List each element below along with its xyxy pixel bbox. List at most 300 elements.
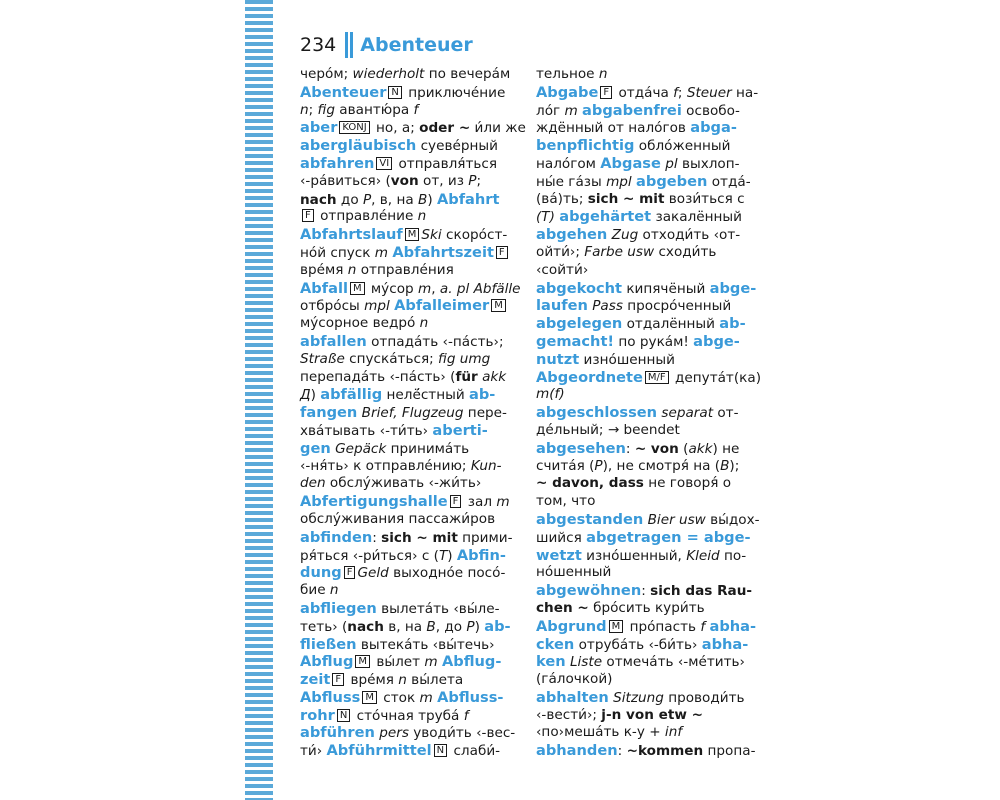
dictionary-line — [300, 297, 516, 315]
grammar-label: M — [405, 228, 420, 241]
entry-text: не говоря́ о — [643, 475, 732, 492]
italic-note: Straße — [300, 350, 345, 367]
italic-note: P — [362, 191, 372, 208]
italic-note: den — [300, 475, 326, 492]
headword: Abenteuer — [300, 83, 387, 101]
grammar-label: VI — [376, 157, 392, 170]
dictionary-line — [300, 511, 516, 529]
entry-text: му́сорное ведро́ — [300, 315, 420, 332]
dictionary-line — [536, 404, 752, 422]
entry-text: вы́лета — [406, 672, 464, 689]
entry-text: освобо- — [681, 102, 740, 119]
italic-note: Sitzung — [613, 689, 664, 706]
entry-text: отмеча́ть ‹-ме́тить› — [602, 654, 745, 671]
entry-text: ) — [474, 618, 485, 635]
headword: Abfin- — [456, 546, 506, 564]
italic-note: Steuer — [686, 84, 732, 101]
dictionary-line — [536, 475, 752, 493]
dictionary-line — [536, 102, 752, 120]
entry-text: но, а; — [371, 120, 420, 137]
italic-note: mpl — [606, 173, 632, 190]
italic-note: m — [496, 494, 510, 511]
grammar-label: M — [609, 620, 624, 633]
dictionary-line — [536, 671, 752, 689]
italic-note: f — [700, 618, 706, 635]
dictionary-line — [536, 137, 752, 155]
entry-text: ‹по›меша́ть к-у + — [536, 724, 665, 741]
grammar-label: N — [434, 744, 447, 757]
dictionary-line — [300, 636, 516, 654]
grammar-label: KONJ — [339, 121, 369, 134]
headword: fließen — [300, 635, 357, 653]
entry-text: ) — [447, 547, 457, 564]
dictionary-line — [536, 351, 752, 369]
header-divider — [345, 32, 348, 58]
italic-note: (T) — [536, 209, 560, 226]
dictionary-line — [300, 119, 526, 137]
headword: abgestanden — [536, 510, 644, 528]
headword: gen — [300, 439, 331, 457]
dictionary-line — [536, 529, 752, 547]
entry-text: спуска́ться; — [344, 350, 439, 367]
headword: abgeschlossen — [536, 404, 658, 422]
headword: Abfluss- — [437, 688, 504, 706]
italic-note: fig umg — [438, 350, 491, 367]
headword: abga- — [690, 119, 737, 137]
bold-phrase: nach — [300, 191, 337, 208]
dictionary-line — [536, 226, 752, 244]
entry-text: бие — [300, 582, 330, 599]
dictionary-line — [536, 440, 752, 458]
dictionary-line — [300, 386, 516, 404]
headword: Abfahrt — [436, 190, 500, 208]
dictionary-line — [300, 66, 516, 84]
dictionary-line — [536, 244, 752, 262]
dictionary-line — [536, 315, 752, 333]
entry-text: вылета́ть ‹вы́ле- — [376, 600, 500, 617]
headword: gemacht! — [536, 332, 615, 350]
italic-note: Kun- — [470, 457, 502, 474]
headword: nutzt — [536, 350, 580, 368]
right-column — [536, 66, 762, 760]
entry-text: просро́ченный — [622, 298, 732, 315]
italic-note: Geld — [357, 565, 389, 582]
headword: Abfertigungshalle — [300, 493, 448, 511]
entry-text: но́й спуск — [300, 244, 375, 261]
dictionary-line — [536, 66, 752, 84]
grammar-label: F — [496, 246, 508, 259]
headword: abfallen — [300, 332, 367, 350]
dictionary-line — [300, 191, 516, 209]
entry-text: : — [372, 529, 382, 546]
entry-text: ойти́›; — [536, 243, 585, 260]
bold-phrase: oder ~ — [419, 120, 471, 137]
entry-text: отда́- — [707, 173, 751, 190]
entry-text: отда́ча — [614, 84, 674, 101]
page-header — [300, 30, 473, 60]
headword: laufen — [536, 297, 588, 315]
dictionary-line — [300, 458, 516, 476]
entry-text: ) не — [712, 440, 740, 457]
grammar-label: M/F — [645, 371, 669, 384]
dictionary-line — [536, 617, 757, 636]
entry-text: вози́ться с — [664, 190, 745, 207]
entry-text: изно́шенный — [579, 351, 675, 368]
italic-note: P — [466, 618, 475, 635]
headword: abergläubisch — [300, 137, 417, 155]
headword: Abgrund — [536, 617, 607, 635]
dictionary-line — [300, 369, 516, 387]
dictionary-line — [300, 724, 516, 742]
dictionary-line — [300, 742, 516, 760]
headword: abgetragen = abge- — [586, 528, 751, 546]
bold-phrase: ~ davon, dass — [536, 475, 644, 492]
grammar-label: M — [491, 299, 506, 312]
left-column — [300, 66, 526, 760]
headword: Abgabe — [536, 83, 599, 101]
dictionary-line — [536, 173, 752, 191]
headword: abgehen — [536, 226, 608, 244]
headword: abfliegen — [300, 599, 377, 617]
headword: Abflug — [300, 653, 354, 671]
italic-note: Liste — [569, 654, 603, 671]
entry-text: отправле́ния — [356, 261, 454, 278]
bold-phrase: nach — [347, 618, 384, 635]
italic-note: n — [598, 66, 608, 82]
headword: wetzt — [536, 546, 582, 564]
entry-text: де́льный; → beendet — [536, 421, 680, 438]
entry-text: отруба́ть ‹-би́ть› — [574, 636, 702, 653]
entry-text: черо́м; — [300, 66, 353, 82]
dictionary-line — [300, 671, 516, 689]
headword: abfällig — [320, 386, 383, 404]
bold-phrase: für — [455, 368, 478, 385]
italic-note: n — [417, 208, 427, 225]
entry-text: вы́дох- — [705, 511, 760, 528]
italic-note: separat — [661, 405, 714, 422]
dictionary-line — [536, 368, 762, 387]
italic-note: m — [374, 244, 389, 261]
headword: abgabenfrei — [582, 101, 682, 119]
entry-text: нелё́стный — [382, 387, 469, 404]
entry-text: теть› ( — [300, 618, 348, 635]
dictionary-line — [300, 84, 516, 102]
headword: abgewöhnen — [536, 582, 642, 600]
headword: ken — [536, 653, 566, 671]
dictionary-line — [536, 333, 752, 351]
entry-text: ; — [308, 101, 318, 118]
entry-text: отдалённый — [622, 316, 720, 333]
grammar-label: M — [355, 655, 370, 668]
dictionary-line — [300, 244, 516, 262]
headword: rohr — [300, 706, 335, 724]
entry-text: скоро́ст- — [441, 227, 508, 244]
headword: cken — [536, 635, 575, 653]
dictionary-line — [300, 618, 516, 636]
dictionary-line — [536, 297, 752, 315]
italic-note: Ski — [421, 227, 442, 244]
bold-phrase: von — [390, 172, 419, 189]
entry-text: закалённый — [651, 209, 742, 226]
dictionary-line — [300, 422, 516, 440]
grammar-label: F — [332, 673, 344, 686]
headword: abgesehen — [536, 439, 626, 457]
entry-text: ( — [678, 440, 689, 457]
italic-note: a. pl Abfälle — [439, 280, 521, 297]
entry-text: принима́ть — [386, 440, 470, 457]
entry-text: : — [617, 743, 627, 760]
italic-note: Farbe usw — [584, 243, 655, 260]
entry-text: , до — [435, 618, 467, 635]
entry-text: (га́лочкой) — [536, 671, 613, 688]
italic-note: mpl — [364, 298, 390, 315]
entry-text: перепада́ть ‹-па́сть› ( — [300, 368, 456, 385]
headword: abge- — [709, 279, 757, 297]
headword: Abführmittel — [326, 742, 432, 760]
italic-note: m — [417, 280, 432, 297]
headword: Abfahrtszeit — [392, 243, 494, 261]
entry-text: отпада́ть ‹-па́сть›; — [366, 333, 504, 350]
entry-text: депута́т(ка) — [670, 369, 762, 386]
dictionary-line — [536, 191, 752, 209]
italic-note: P — [594, 457, 603, 474]
headword: ab- — [719, 315, 746, 333]
headword: abgekocht — [536, 279, 622, 297]
entry-text: ‹сойти́› — [536, 261, 589, 278]
headword: Abgeordnete — [536, 368, 643, 386]
dictionary-line — [536, 262, 752, 280]
italic-note: m — [419, 689, 433, 706]
entry-text: , в, на — [371, 191, 418, 208]
italic-note: n — [329, 582, 339, 599]
headword: fangen — [300, 404, 358, 422]
headword: abfinden — [300, 528, 373, 546]
entry-text: вытека́ть ‹вы́течь› — [356, 636, 495, 653]
entry-text: ны́е га́зы — [536, 173, 607, 190]
italic-note: Bier usw — [647, 511, 706, 528]
dictionary-line — [300, 689, 516, 707]
dictionary-line — [300, 600, 516, 618]
entry-text: сходи́ть — [654, 243, 717, 260]
entry-text: ); — [729, 457, 740, 474]
dictionary-line — [300, 262, 516, 280]
headword: abfahren — [300, 154, 375, 172]
grammar-label: F — [600, 86, 612, 99]
bold-phrase: sich ~ mit — [587, 190, 665, 207]
italic-note: Zug — [611, 227, 639, 244]
italic-note: B — [426, 618, 436, 635]
italic-note: f — [463, 707, 469, 724]
entry-text: отбро́сы — [300, 298, 365, 315]
entry-text: шийся — [536, 529, 587, 546]
bold-phrase: sich ~ mit — [381, 529, 458, 546]
italic-note: P — [468, 172, 477, 189]
italic-note: pers — [379, 725, 409, 742]
dictionary-line — [536, 707, 752, 725]
entry-text: на- — [731, 84, 759, 101]
italic-note: akk — [482, 368, 507, 385]
dictionary-line — [536, 119, 752, 137]
entry-text: прими- — [457, 529, 513, 546]
entry-text: отправля́ться — [394, 155, 498, 172]
entry-text: про́пасть — [625, 618, 701, 635]
dictionary-line — [536, 458, 752, 476]
entry-text: обслу́живания пассажи́ров — [300, 510, 496, 527]
dictionary-line — [300, 102, 516, 120]
grammar-label: F — [450, 495, 462, 508]
dictionary-line — [536, 742, 756, 760]
entry-text: ) — [310, 387, 321, 404]
headword: abgeben — [636, 172, 708, 190]
dictionary-line — [300, 707, 516, 725]
entry-text: вре́мя — [346, 672, 399, 689]
entry-text: ло́г — [536, 102, 565, 119]
grammar-label: M — [350, 282, 365, 295]
headword: Abfluss — [300, 688, 361, 706]
italic-note: n — [347, 261, 357, 278]
headword: Abfahrtslauf — [300, 226, 403, 244]
headword: Abfall — [300, 279, 348, 297]
entry-text: выхлоп- — [677, 155, 740, 172]
headword: Abgase — [600, 154, 661, 172]
headword: abgehärtet — [559, 208, 652, 226]
entry-text: ) — [427, 191, 437, 208]
entry-text: му́сор — [366, 280, 418, 297]
dictionary-line — [300, 137, 516, 155]
entry-text: вы́лет — [372, 654, 425, 671]
entry-text: выходно́е посо́- — [388, 565, 506, 582]
headword: ab- — [484, 617, 511, 635]
entry-text: хва́тывать ‹-ти́ть› — [300, 422, 433, 439]
italic-note: Pass — [592, 298, 623, 315]
entry-text: до — [336, 191, 363, 208]
entry-text: : — [625, 440, 635, 457]
dictionary-line — [536, 653, 752, 671]
entry-text: ‹-ра́виться› ( — [300, 172, 391, 189]
headword: zeit — [300, 671, 331, 689]
italic-note: Brief, Flugzeug — [361, 405, 464, 422]
italic-note: inf — [664, 724, 683, 741]
entry-text: по- — [719, 547, 747, 564]
entry-text: слаби́- — [449, 743, 501, 760]
entry-text: сто́чная труба́ — [352, 707, 464, 724]
headword: abführen — [300, 724, 375, 742]
dictionary-line — [536, 547, 752, 565]
dictionary-line — [300, 173, 516, 191]
entry-text: в, на — [383, 618, 427, 635]
dictionary-line — [300, 404, 516, 422]
italic-note: Kleid — [686, 547, 720, 564]
headword: abha- — [709, 617, 757, 635]
entry-text: , — [431, 280, 440, 297]
dictionary-line — [300, 226, 516, 244]
entry-text: от- — [713, 405, 739, 422]
dictionary-line — [536, 636, 752, 654]
headword: aberti- — [432, 421, 488, 439]
dictionary-line — [300, 333, 516, 351]
italic-note: B — [418, 191, 428, 208]
entry-text: суеве́рный — [416, 138, 498, 155]
entry-text: ‹-вести́›; — [536, 706, 602, 723]
italic-note: f — [673, 84, 678, 101]
italic-note: m — [564, 102, 578, 119]
entry-text: по вечера́м — [424, 66, 511, 82]
dictionary-line — [300, 529, 516, 547]
italic-note: n — [398, 672, 407, 689]
entry-text: пере- — [463, 405, 507, 422]
italic-note: Gepäck — [335, 440, 387, 457]
dictionary-line — [536, 422, 752, 440]
entry-text: ждённый от нало́гов — [536, 120, 691, 137]
headword: ab- — [469, 386, 496, 404]
entry-text: по рука́м! — [614, 333, 694, 350]
bold-phrase: j-n von etw ~ — [601, 706, 704, 723]
entry-text: ря́ться ‹-ри́ться› с ( — [300, 547, 439, 564]
dictionary-line — [536, 564, 752, 582]
italic-note: n — [300, 101, 309, 118]
entry-text: зал — [463, 494, 497, 511]
entry-text: тельное — [536, 66, 599, 82]
bold-phrase: chen ~ — [536, 599, 589, 616]
dictionary-line — [300, 351, 516, 369]
entry-text: счита́я ( — [536, 457, 595, 474]
italic-note: wiederholt — [352, 66, 425, 82]
entry-text: ), не смотря́ на ( — [602, 457, 721, 474]
entry-text: : — [641, 583, 651, 600]
dictionary-line — [536, 386, 752, 404]
entry-text: отправле́ние — [315, 208, 418, 225]
dictionary-line — [536, 493, 752, 511]
headword: abhalten — [536, 688, 609, 706]
entry-text: сток — [378, 689, 420, 706]
entry-text: ; — [476, 172, 482, 189]
entry-text: проводи́ть — [663, 689, 745, 706]
entry-text: изно́шенный, — [581, 547, 687, 564]
grammar-label: F — [344, 566, 356, 579]
bold-phrase: ~kommen — [626, 743, 704, 760]
entry-text: отходи́ть ‹от- — [638, 227, 741, 244]
italic-note: pl — [665, 155, 678, 172]
entry-text: уводи́ть ‹-вес- — [408, 725, 516, 742]
grammar-label: F — [302, 209, 314, 222]
italic-note: n — [419, 315, 429, 332]
bold-phrase: ~ von — [634, 440, 679, 457]
entry-text: обло́женный — [634, 138, 731, 155]
dictionary-line — [300, 279, 521, 298]
dictionary-line — [536, 208, 752, 226]
dictionary-line — [300, 653, 516, 671]
dictionary-line — [536, 83, 759, 102]
dictionary-line — [536, 689, 752, 707]
bold-phrase: sich das Rau- — [650, 583, 753, 600]
grammar-label: M — [362, 691, 377, 704]
page-number: 234 — [300, 34, 337, 56]
italic-note: m(f) — [536, 386, 565, 403]
entry-text: том, что — [536, 493, 596, 510]
headword: benpflichtig — [536, 137, 635, 155]
headword: abha- — [701, 635, 749, 653]
dictionary-line — [536, 279, 757, 298]
entry-text: вре́мя — [300, 261, 348, 278]
entry-text: пропа- — [703, 743, 756, 760]
page-edge-stripes — [245, 0, 273, 800]
headword: aber — [300, 119, 338, 137]
entry-text: приключе́ние — [403, 84, 506, 101]
headword: dung — [300, 564, 342, 582]
dictionary-line — [536, 600, 752, 618]
headword: abge- — [693, 332, 740, 350]
entry-text: ; — [677, 84, 687, 101]
